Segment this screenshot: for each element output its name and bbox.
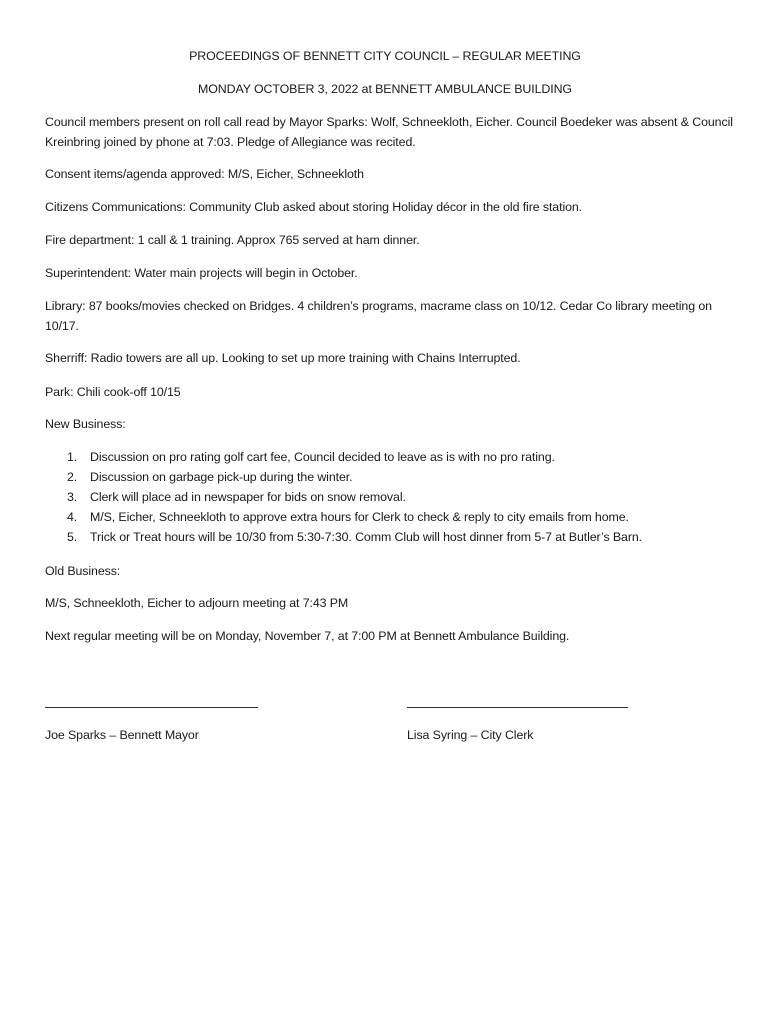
superintendent-paragraph: Superintendent: Water main projects will begin in October. xyxy=(45,266,358,280)
list-item-number: 3. xyxy=(67,490,78,504)
roll-call-paragraph: Council members present on roll call read by Mayor Sparks: Wolf, Schneekloth, Eicher. Council Boedeker was absent & Council Kreinbring joined by phone at 7:03. Pledge of Allegiance was recited. xyxy=(45,115,733,149)
consent-paragraph: Consent items/agenda approved: M/S, Eicher, Schneekloth xyxy=(45,167,364,181)
mayor-signature-line xyxy=(45,707,258,708)
library-paragraph: Library: 87 books/movies checked on Bridges. 4 children’s programs, macrame class on 10/12. Cedar Co library meeting on 10/17. xyxy=(45,299,712,333)
meeting-date-line: MONDAY OCTOBER 3, 2022 at BENNETT AMBULANCE BUILDING xyxy=(198,82,572,96)
old-business-heading: Old Business: xyxy=(45,564,121,578)
list-item-text: Discussion on garbage pick-up during the winter. xyxy=(90,470,353,484)
list-item-text: M/S, Eicher, Schneekloth to approve extra hours for Clerk to check & reply to city emails from home. xyxy=(90,510,629,524)
fire-department-paragraph: Fire department: 1 call & 1 training. Approx 765 served at ham dinner. xyxy=(45,233,420,247)
list-item-text: Trick or Treat hours will be 10/30 from 5:30-7:30. Comm Club will host dinner from 5-7 at Butler’s Barn. xyxy=(90,530,642,544)
sheriff-paragraph: Sherriff: Radio towers are all up. Looking to set up more training with Chains Interrupted. xyxy=(45,351,521,365)
document-title: PROCEEDINGS OF BENNETT CITY COUNCIL – REGULAR MEETING xyxy=(189,49,581,63)
citizens-paragraph: Citizens Communications: Community Club asked about storing Holiday décor in the old fire station. xyxy=(45,200,583,214)
mayor-name: Joe Sparks – Bennett Mayor xyxy=(45,728,199,742)
list-item-number: 2. xyxy=(67,470,78,484)
clerk-name: Lisa Syring – City Clerk xyxy=(407,728,534,742)
next-meeting-paragraph: Next regular meeting will be on Monday, November 7, at 7:00 PM at Bennett Ambulance Building. xyxy=(45,629,570,643)
clerk-signature-line xyxy=(407,707,628,708)
list-item-number: 1. xyxy=(67,450,78,464)
list-item-number: 5. xyxy=(67,530,78,544)
park-paragraph: Park: Chili cook-off 10/15 xyxy=(45,385,181,399)
list-item-number: 4. xyxy=(67,510,78,524)
new-business-heading: New Business: xyxy=(45,417,126,431)
list-item-text: Discussion on pro rating golf cart fee, Council decided to leave as is with no pro rating. xyxy=(90,450,555,464)
list-item-text: Clerk will place ad in newspaper for bids on snow removal. xyxy=(90,490,406,504)
adjourn-paragraph: M/S, Schneekloth, Eicher to adjourn meeting at 7:43 PM xyxy=(45,596,349,610)
